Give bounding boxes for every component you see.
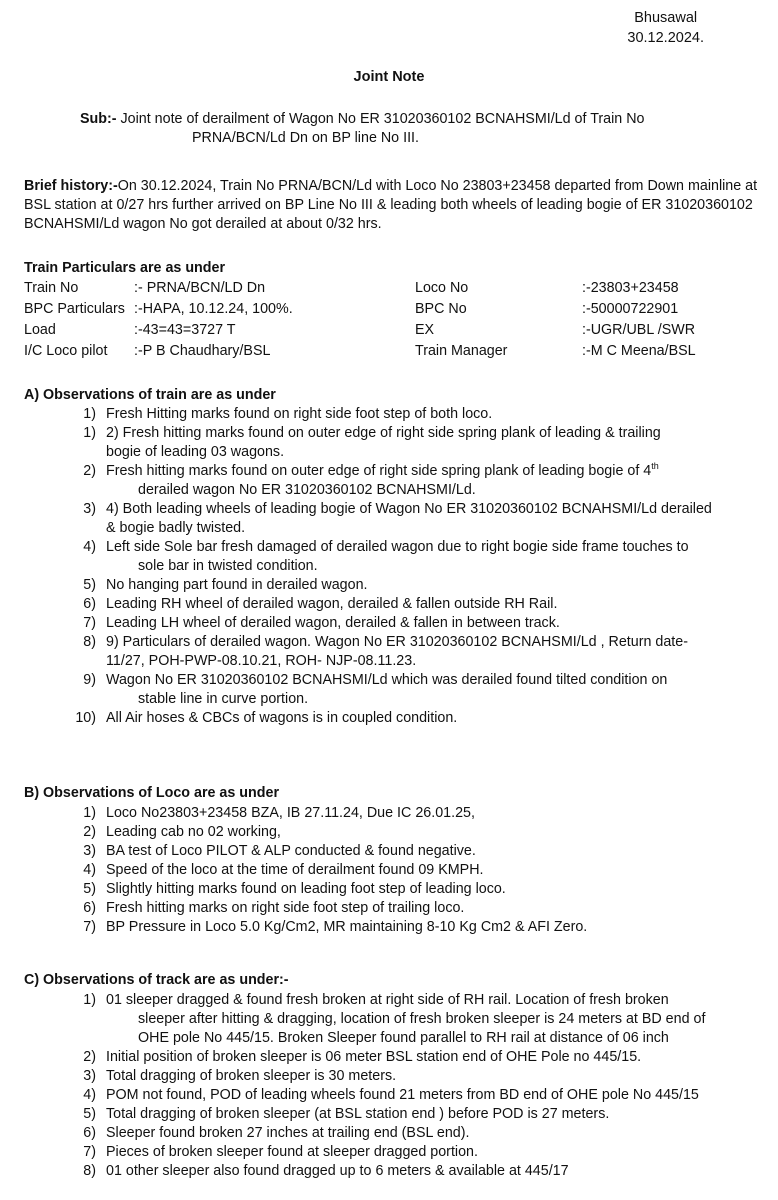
tp-value: :-P B Chaudhary/BSL [134, 343, 271, 359]
tp-value: :-M C Meena/BSL [582, 343, 696, 359]
item-text-cont: 11/27, POH-PWP-08.10.21, ROH- NJP-08.11.23. [106, 653, 417, 669]
item-number: 5) [83, 577, 96, 593]
item-text: 4) Both leading wheels of leading bogie of Wagon No ER 31020360102 BCNAHSMI/Ld derailed [106, 501, 712, 517]
item-number: 7) [83, 615, 96, 631]
item-text: Sleeper found broken 27 inches at trailing end (BSL end). [106, 1125, 470, 1141]
section-b-heading: B) Observations of Loco are as under [24, 785, 280, 801]
list-item [0, 500, 778, 538]
tp-value: :-43=43=3727 T [134, 322, 236, 338]
section-c-heading: C) Observations of track are as under:- [24, 972, 289, 988]
brief-text: On 30.12.2024, Train No PRNA/BCN/Ld with Loco No 23803+23458 departed from Down mainline at BSL station at 0/27 hrs further arrived on BP Line No III & leading both wheels of leading bogie of ER 31020360102 BCNAHSMI/Ld wagon No got derailed at about 0/32 hrs. [24, 178, 758, 232]
tp-value: :-50000722901 [582, 301, 679, 317]
list-item [0, 1105, 778, 1124]
tp-row [24, 321, 764, 342]
item-number: 6) [83, 900, 96, 916]
tp-value: :-HAPA, 10.12.24, 100%. [134, 301, 293, 317]
subject [80, 110, 720, 148]
tp-label: Load [24, 322, 56, 338]
list-item [0, 861, 778, 880]
item-number: 7) [83, 1144, 96, 1160]
item-number: 1) [83, 406, 96, 422]
tp-label: BPC No [415, 301, 467, 317]
item-number: 2) [83, 824, 96, 840]
item-number: 2) [83, 463, 96, 479]
section-a-list [0, 405, 778, 728]
item-number: 3) [83, 843, 96, 859]
document-title: Joint Note [353, 69, 425, 85]
list-item [0, 991, 778, 1048]
tp-row [24, 279, 764, 300]
list-item [0, 1086, 778, 1105]
item-number: 1) [83, 992, 96, 1008]
list-item [0, 576, 778, 595]
tp-label: I/C Loco pilot [24, 343, 108, 359]
superscript: th [651, 461, 659, 472]
item-text: 9) Particulars of derailed wagon. Wagon No ER 31020360102 BCNAHSMI/Ld , Return date- [106, 634, 688, 650]
item-number: 7) [83, 919, 96, 935]
list-item [0, 671, 778, 709]
item-number: 5) [83, 1106, 96, 1122]
list-item [0, 462, 778, 500]
item-number: 8) [83, 634, 96, 650]
section-b-list [0, 804, 778, 937]
item-text-cont: OHE pole No 445/15. Broken Sleeper found parallel to RH rail at distance of 06 inch [138, 1030, 669, 1046]
list-item [0, 424, 778, 462]
tp-label: Train No [24, 280, 79, 296]
brief-history [24, 177, 769, 234]
item-number: 1) [83, 425, 96, 441]
item-text: Slightly hitting marks found on leading foot step of leading loco. [106, 881, 506, 897]
list-item [0, 614, 778, 633]
item-text: Pieces of broken sleeper found at sleeper dragged portion. [106, 1144, 478, 1160]
item-number: 4) [83, 539, 96, 555]
item-number: 4) [83, 862, 96, 878]
item-number: 2) [83, 1049, 96, 1065]
list-item [0, 405, 778, 424]
tp-label: BPC Particulars [24, 301, 125, 317]
item-text: Total dragging of broken sleeper is 30 meters. [106, 1068, 397, 1084]
item-text-cont: sleeper after hitting & dragging, location of fresh broken sleeper is 24 meters at BD end of [138, 1011, 706, 1027]
list-item [0, 633, 778, 671]
section-a-heading: A) Observations of train are as under [24, 387, 276, 403]
train-particulars-heading: Train Particulars are as under [24, 260, 226, 276]
brief-label: Brief history:- [24, 178, 118, 194]
item-text: Total dragging of broken sleeper (at BSL station end ) before POD is 27 meters. [106, 1106, 610, 1122]
item-text: Wagon No ER 31020360102 BCNAHSMI/Ld which was derailed found tilted condition on [106, 672, 668, 688]
item-text-cont: bogie of leading 03 wagons. [106, 444, 285, 460]
item-text-cont: sole bar in twisted condition. [138, 558, 318, 574]
item-number: 1) [83, 805, 96, 821]
tp-label: EX [415, 322, 435, 338]
item-number: 6) [83, 596, 96, 612]
tp-value: :-23803+23458 [582, 280, 679, 296]
tp-row [24, 300, 764, 321]
list-item [0, 804, 778, 823]
list-item [0, 880, 778, 899]
list-item [0, 823, 778, 842]
header-place: Bhusawal [634, 10, 698, 26]
item-text: Loco No23803+23458 BZA, IB 27.11.24, Due IC 26.01.25, [106, 805, 475, 821]
item-text: 01 sleeper dragged & found fresh broken at right side of RH rail. Location of fresh broken [106, 992, 669, 1008]
item-text: No hanging part found in derailed wagon. [106, 577, 368, 593]
item-text: Fresh Hitting marks found on right side foot step of both loco. [106, 406, 493, 422]
item-number: 6) [83, 1125, 96, 1141]
subject-line1: Joint note of derailment of Wagon No ER 31020360102 BCNAHSMI/Ld of Train No [116, 111, 645, 127]
item-text: POM not found, POD of leading wheels found 21 meters from BD end of OHE pole No 445/15 [106, 1087, 699, 1103]
list-item [0, 1124, 778, 1143]
item-text: BP Pressure in Loco 5.0 Kg/Cm2, MR maintaining 8-10 Kg Cm2 & AFI Zero. [106, 919, 588, 935]
list-item [0, 1162, 778, 1181]
item-number: 3) [83, 1068, 96, 1084]
list-item [0, 1048, 778, 1067]
item-number: 3) [83, 501, 96, 517]
item-text: All Air hoses & CBCs of wagons is in coupled condition. [106, 710, 458, 726]
item-number: 5) [83, 881, 96, 897]
item-text: Fresh hitting marks found on outer edge of right side spring plank of leading bogie of 4 [106, 463, 652, 479]
item-text-cont: stable line in curve portion. [138, 691, 309, 707]
item-number: 9) [83, 672, 96, 688]
item-number: 4) [83, 1087, 96, 1103]
item-text: Leading RH wheel of derailed wagon, derailed & fallen outside RH Rail. [106, 596, 558, 612]
section-c-list [0, 991, 778, 1181]
header-place-date [627, 8, 704, 48]
tp-value: :-UGR/UBL /SWR [582, 322, 696, 338]
item-text: Initial position of broken sleeper is 06 meter BSL station end of OHE Pole no 445/15. [106, 1049, 642, 1065]
subject-line2: PRNA/BCN/Ld Dn on BP line No III. [192, 130, 419, 146]
item-text: 01 other sleeper also found dragged up to 6 meters & available at 445/17 [106, 1163, 569, 1179]
list-item [0, 709, 778, 728]
tp-row [24, 342, 764, 363]
tp-value: :- PRNA/BCN/LD Dn [134, 280, 266, 296]
item-number: 8) [83, 1163, 96, 1179]
tp-label: Loco No [415, 280, 469, 296]
list-item [0, 899, 778, 918]
list-item [0, 918, 778, 937]
subject-label: Sub:- [80, 111, 117, 127]
tp-label: Train Manager [415, 343, 508, 359]
item-text: Fresh hitting marks on right side foot step of trailing loco. [106, 900, 465, 916]
item-text: Left side Sole bar fresh damaged of derailed wagon due to right bogie side frame touches to [106, 539, 689, 555]
item-text: Speed of the loco at the time of derailment found 09 KMPH. [106, 862, 484, 878]
list-item [0, 1143, 778, 1162]
item-text: Leading LH wheel of derailed wagon, derailed & fallen in between track. [106, 615, 560, 631]
header-date: 30.12.2024. [627, 30, 704, 46]
list-item [0, 842, 778, 861]
list-item [0, 1067, 778, 1086]
item-text: Leading cab no 02 working, [106, 824, 281, 840]
list-item [0, 538, 778, 576]
item-text: BA test of Loco PILOT & ALP conducted & found negative. [106, 843, 476, 859]
item-text-cont: derailed wagon No ER 31020360102 BCNAHSMI/Ld. [138, 482, 476, 498]
item-number: 10) [75, 710, 96, 726]
item-text: 2) Fresh hitting marks found on outer edge of right side spring plank of leading & trailing [106, 425, 661, 441]
list-item [0, 595, 778, 614]
item-text-cont: & bogie badly twisted. [106, 520, 246, 536]
